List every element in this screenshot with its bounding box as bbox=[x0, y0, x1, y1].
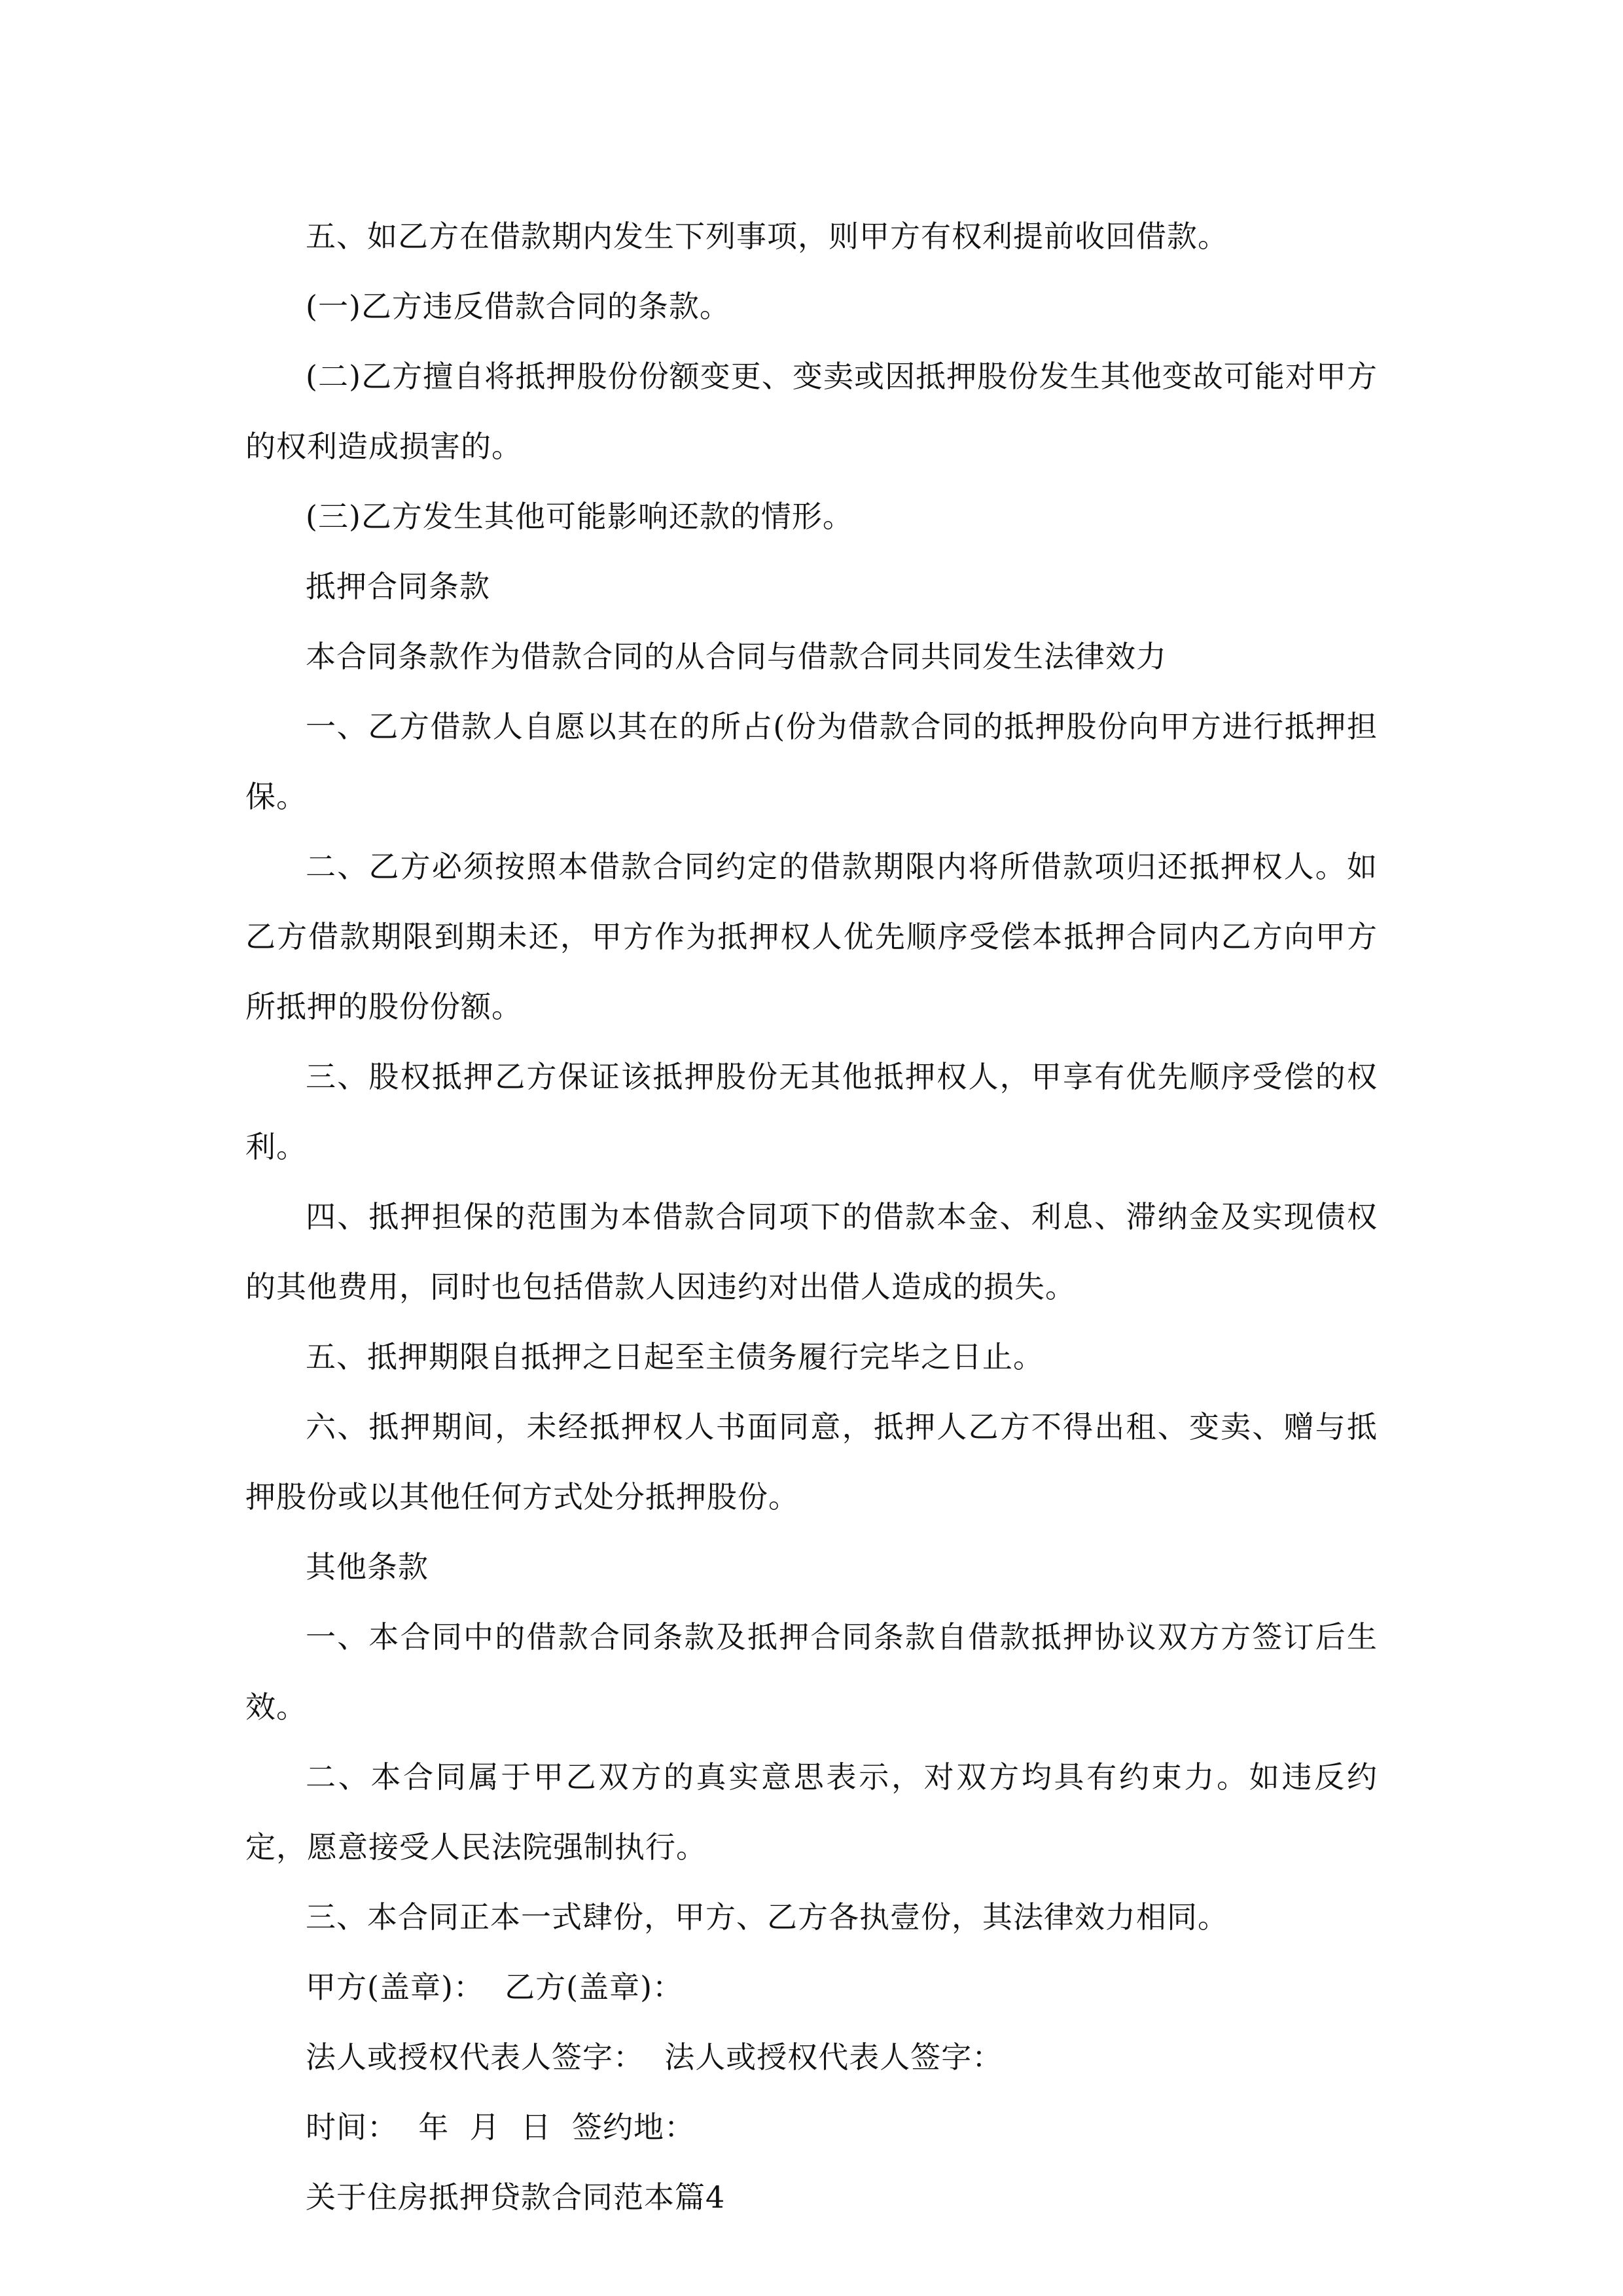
mortgage-clause-6: 六、抵押期间，未经抵押权人书面同意，抵押人乙方不得出租、变卖、赠与抵押股份或以其他任何方式处分抵押股份。 bbox=[245, 1409, 1378, 1515]
clause-early-recall: 五、如乙方在借款期内发生下列事项，则甲方有权利提前收回借款。 bbox=[306, 219, 1228, 254]
mortgage-clause-3: 三、股权抵押乙方保证该抵押股份无其他抵押权人，甲享有优先顺序受偿的权利。 bbox=[245, 1059, 1378, 1164]
section-heading-other: 其他条款 bbox=[306, 1549, 429, 1585]
mortgage-clause-2: 二、乙方必须按照本借款合同约定的借款期限内将所借款项归还抵押权人。如乙方借款期限到期未还，甲方作为抵押权人优先顺序受偿本抵押合同内乙方向甲方所抵押的股份份额。 bbox=[245, 849, 1378, 1024]
next-section-title: 关于住房抵押贷款合同范本篇4 bbox=[306, 2179, 726, 2215]
mortgage-intro: 本合同条款作为借款合同的从合同与借款合同共同发生法律效力 bbox=[306, 639, 1167, 674]
signature-representative-line: 法人或授权代表人签字： 法人或授权代表人签字： bbox=[306, 2039, 1003, 2075]
document-body bbox=[245, 202, 1378, 2233]
clause-item-2: (二)乙方擅自将抵押股份份额变更、变卖或因抵押股份发生其他变故可能对甲方的权利造成损害的。 bbox=[245, 359, 1378, 464]
signature-seal-line: 甲方(盖章)： 乙方(盖章)： bbox=[306, 1969, 684, 2005]
clause-item-1: (一)乙方违反借款合同的条款。 bbox=[306, 289, 730, 324]
section-heading-mortgage: 抵押合同条款 bbox=[306, 569, 490, 604]
signature-date-place-line: 时间： 年 月 日 签约地： bbox=[306, 2109, 695, 2145]
other-clause-2: 二、本合同属于甲乙双方的真实意思表示，对双方均具有约束力。如违反约定，愿意接受人民法院强制执行。 bbox=[245, 1759, 1378, 1865]
other-clause-1: 一、本合同中的借款合同条款及抵押合同条款自借款抵押协议双方方签订后生效。 bbox=[245, 1619, 1378, 1725]
mortgage-clause-1: 一、乙方借款人自愿以其在的所占(份为借款合同的抵押股份向甲方进行抵押担保。 bbox=[245, 709, 1378, 814]
other-clause-3: 三、本合同正本一式肆份，甲方、乙方各执壹份，其法律效力相同。 bbox=[306, 1899, 1228, 1935]
mortgage-clause-5: 五、抵押期限自抵押之日起至主债务履行完毕之日止。 bbox=[306, 1339, 1044, 1374]
clause-item-3: (三)乙方发生其他可能影响还款的情形。 bbox=[306, 499, 853, 534]
mortgage-clause-4: 四、抵押担保的范围为本借款合同项下的借款本金、利息、滞纳金及实现债权的其他费用，同时也包括借款人因违约对出借人造成的损失。 bbox=[245, 1199, 1378, 1304]
